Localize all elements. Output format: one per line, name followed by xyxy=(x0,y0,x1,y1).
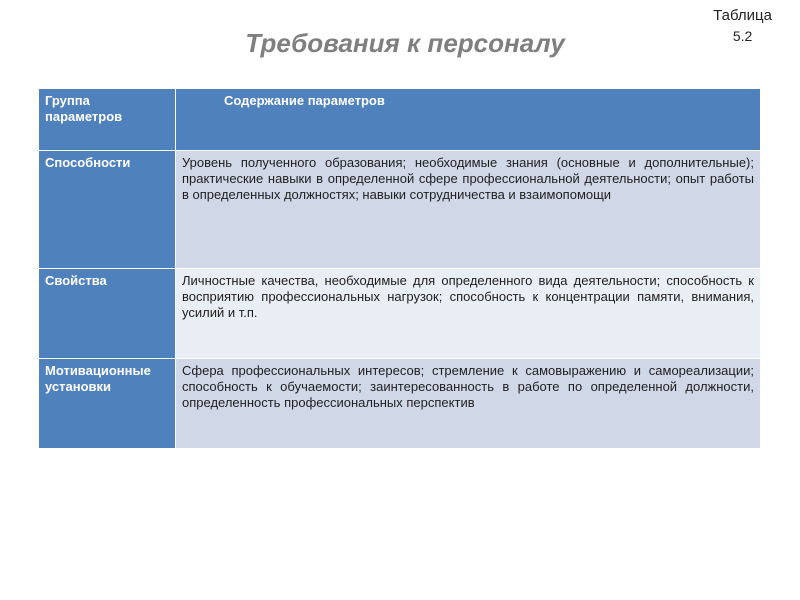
table-row xyxy=(39,269,761,359)
table-row xyxy=(39,359,761,449)
table-header-row xyxy=(39,89,761,151)
row-content-properties: Личностные качества, необходимые для определенного вида деятельности; способность к восприятию профессиональных нагрузок; способность к концентрации памяти, внимания, усилий и т.п. xyxy=(176,269,761,359)
row-group-motivation: Мотивационные установки xyxy=(39,359,176,449)
row-group-abilities: Способности xyxy=(39,151,176,269)
table-number: 5.2 xyxy=(732,28,753,44)
column-header-group: Группа параметров xyxy=(39,89,176,151)
row-group-properties: Свойства xyxy=(39,269,176,359)
row-content-motivation: Сфера профессиональных интересов; стремление к самовыражению и самореализации; способность к обучаемости; заинтересованность в работе по определенной должности, определенность профессиональных перспектив xyxy=(176,359,761,449)
page-title: Требования к персоналу xyxy=(245,28,565,58)
column-header-content: Содержание параметров xyxy=(176,89,761,151)
table-row xyxy=(39,151,761,269)
row-content-abilities: Уровень полученного образования; необходимые знания (основные и дополнительные); практические навыки в определенной сфере профессиональной деятельности; опыт работы в определенных должностях; навыки сотрудничества и взаимопомощи xyxy=(176,151,761,269)
table-label-word: Таблица xyxy=(713,7,772,24)
requirements-table xyxy=(38,88,761,449)
